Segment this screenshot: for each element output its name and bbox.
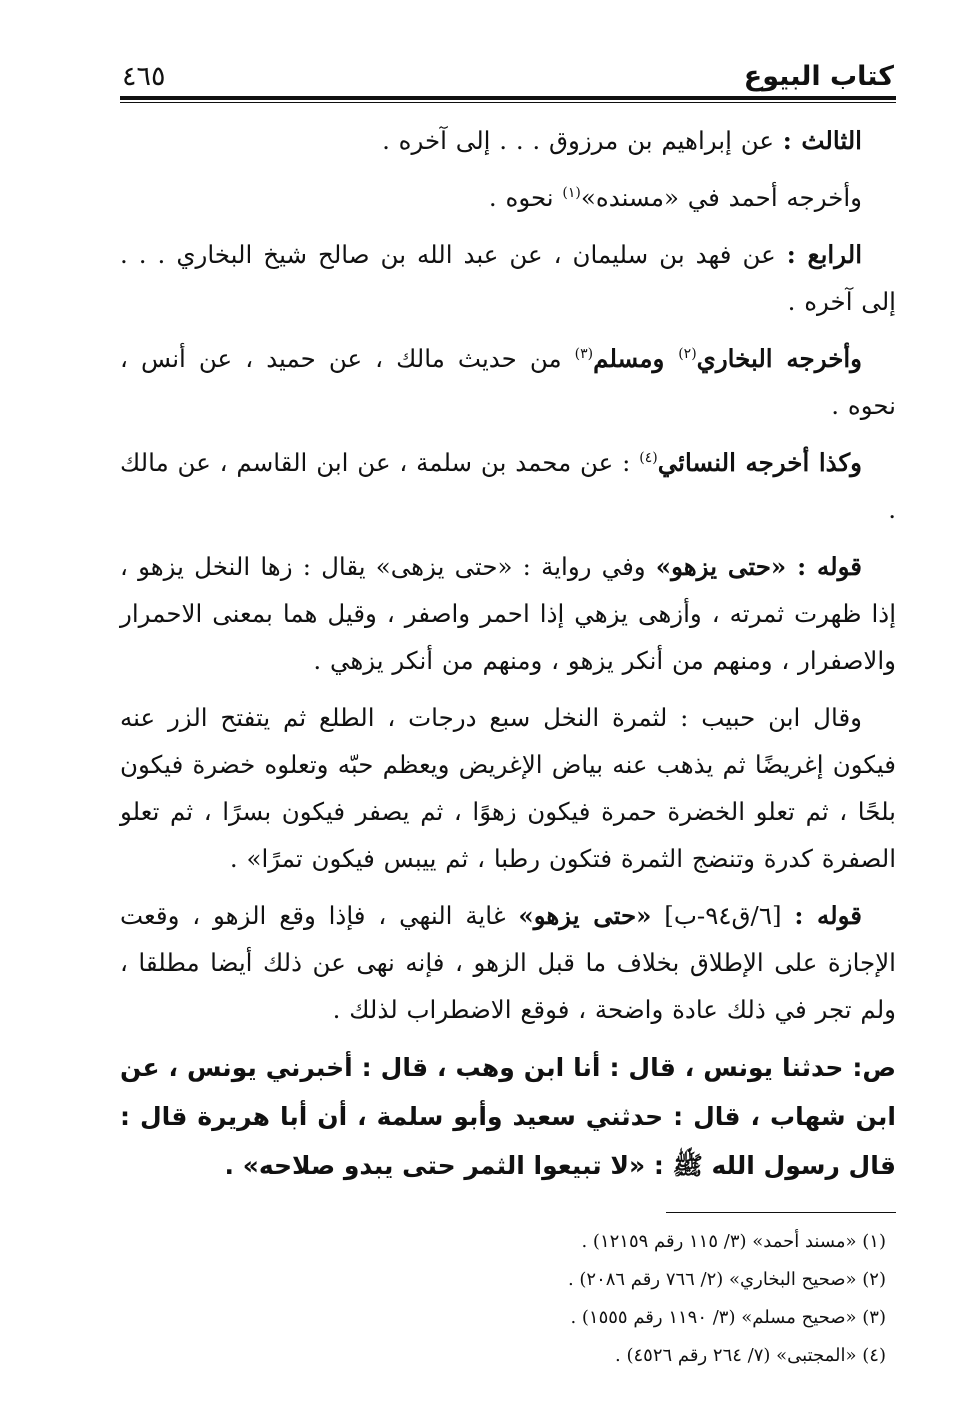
footnote-ref-1[interactable]: (١) <box>562 184 581 201</box>
paragraph-text: : عن محمد بن سلمة ، عن ابن القاسم ، عن مالك . <box>120 448 896 524</box>
header-rule <box>120 96 896 103</box>
page-number: ٤٦٥ <box>122 61 166 92</box>
footnote-ref-4[interactable]: (٤) <box>639 449 658 466</box>
paragraph-nasai <box>120 439 896 533</box>
paragraph-lead: وكذا أخرجه النسائي <box>657 448 862 477</box>
paragraph-commentary-yazhu <box>120 543 896 684</box>
paragraph-third-chain <box>120 117 896 164</box>
paragraph-text: نحوه . <box>488 183 563 212</box>
manuscript-ref: [٦/ق٩٤-ب] <box>651 901 795 930</box>
paragraph-text: عن فهد بن سليمان ، عن عبد الله بن صالح شيخ البخاري . . . إلى آخره . <box>120 240 896 316</box>
paragraph-lead: الثالث : <box>782 126 862 155</box>
paragraph-text: وفي رواية : «حتى يزهى» يقال : زها النخل يزهو ، إذا ظهرت ثمرته ، وأزهى يزهي إذا احمر واصفر ، وقيل هما بمعنى الاحمرار والاصفرار ، ومنهم من أنكر يزهو ، ومنهم من أنكر يزهي . <box>120 552 896 675</box>
footnote-item: (٤) «المجتبى» (٧/ ٢٦٤ رقم ٤٥٢٦) . <box>615 1345 886 1366</box>
footnote-item: (٣) «صحيح مسلم» (٣/ ١١٩٠ رقم ١٥٥٥) . <box>570 1307 886 1328</box>
paragraph-lead: وأخرجه البخاري <box>696 344 862 373</box>
footnote-item: (٢) «صحيح البخاري» (٢/ ٧٦٦ رقم ٢٠٨٦) . <box>567 1269 886 1290</box>
paragraph-text: وقال ابن حبيب : لثمرة النخل سبع درجات ، الطلع ثم يتفتح الزر عنه فيكون إغريضًا ثم يذهب عنه بياض الإغريض ويعظم حبّه وتعلوه خضرة فيكون بلحًا ، ثم تعلو الخضرة حمرة فيكون زهوًا ، ثم يصفر فيكون بسرًا ، ثم تعلو الصفرة كدرة وتنضج الثمرة فتكون رطبا ، ثم ييبس فيكون تمرًا» . <box>120 703 896 873</box>
page-body <box>120 117 896 1190</box>
footnote-item: (١) «مسند أحمد» (٣/ ١١٥ رقم ١٢١٥٩) . <box>581 1231 886 1252</box>
footnote-separator <box>666 1212 896 1213</box>
footnote-ref-3[interactable]: (٣) <box>574 345 594 362</box>
book-page <box>120 40 896 1375</box>
paragraph-text: غاية النهي ، فإذا وقع الزهو ، وقعت الإجازة على الإطلاق بخلاف ما قبل الزهو ، فإنه نهى عن ذلك أيضا مطلقا ، ولم تجر في ذلك عادة واضحة ، فوقع الاضطراب لذلك . <box>120 901 896 1024</box>
paragraph-lead: قوله : <box>794 901 862 930</box>
paragraph-ahmad <box>120 174 896 221</box>
running-head: كتاب البيوع <box>743 61 894 92</box>
hadith-text: ص: حدثنا يونس ، قال : أنا ابن وهب ، قال : أخبرني يونس ، عن ابن شهاب ، قال : حدثني سعيد وأبو سلمة ، أن أبا هريرة قال : قال رسول الله ﷺ : «لا تبيعوا الثمر حتى يبدو صلاحه» . <box>120 1053 896 1180</box>
page-header <box>120 40 896 90</box>
paragraph-lead: «حتى يزهو» <box>518 901 652 930</box>
footnotes <box>120 1223 896 1375</box>
paragraph-bukhari-muslim <box>120 335 896 429</box>
paragraph-ibn-habib <box>120 694 896 882</box>
paragraph-text: من حديث مالك ، عن حميد ، عن أنس ، نحوه . <box>120 344 896 420</box>
paragraph-fourth-chain <box>120 231 896 325</box>
paragraph-text: عن إبراهيم بن مرزوق . . . إلى آخره . <box>382 126 783 155</box>
footnote-ref-2[interactable]: (٢) <box>678 345 697 362</box>
paragraph-lead: الرابع : <box>786 240 862 269</box>
paragraph-commentary-limit <box>120 892 896 1033</box>
paragraph-text: وأخرجه أحمد في «مسنده» <box>580 183 862 212</box>
paragraph-lead: قوله : «حتى يزهو» <box>655 552 862 581</box>
paragraph-lead: ومسلم <box>593 344 679 373</box>
